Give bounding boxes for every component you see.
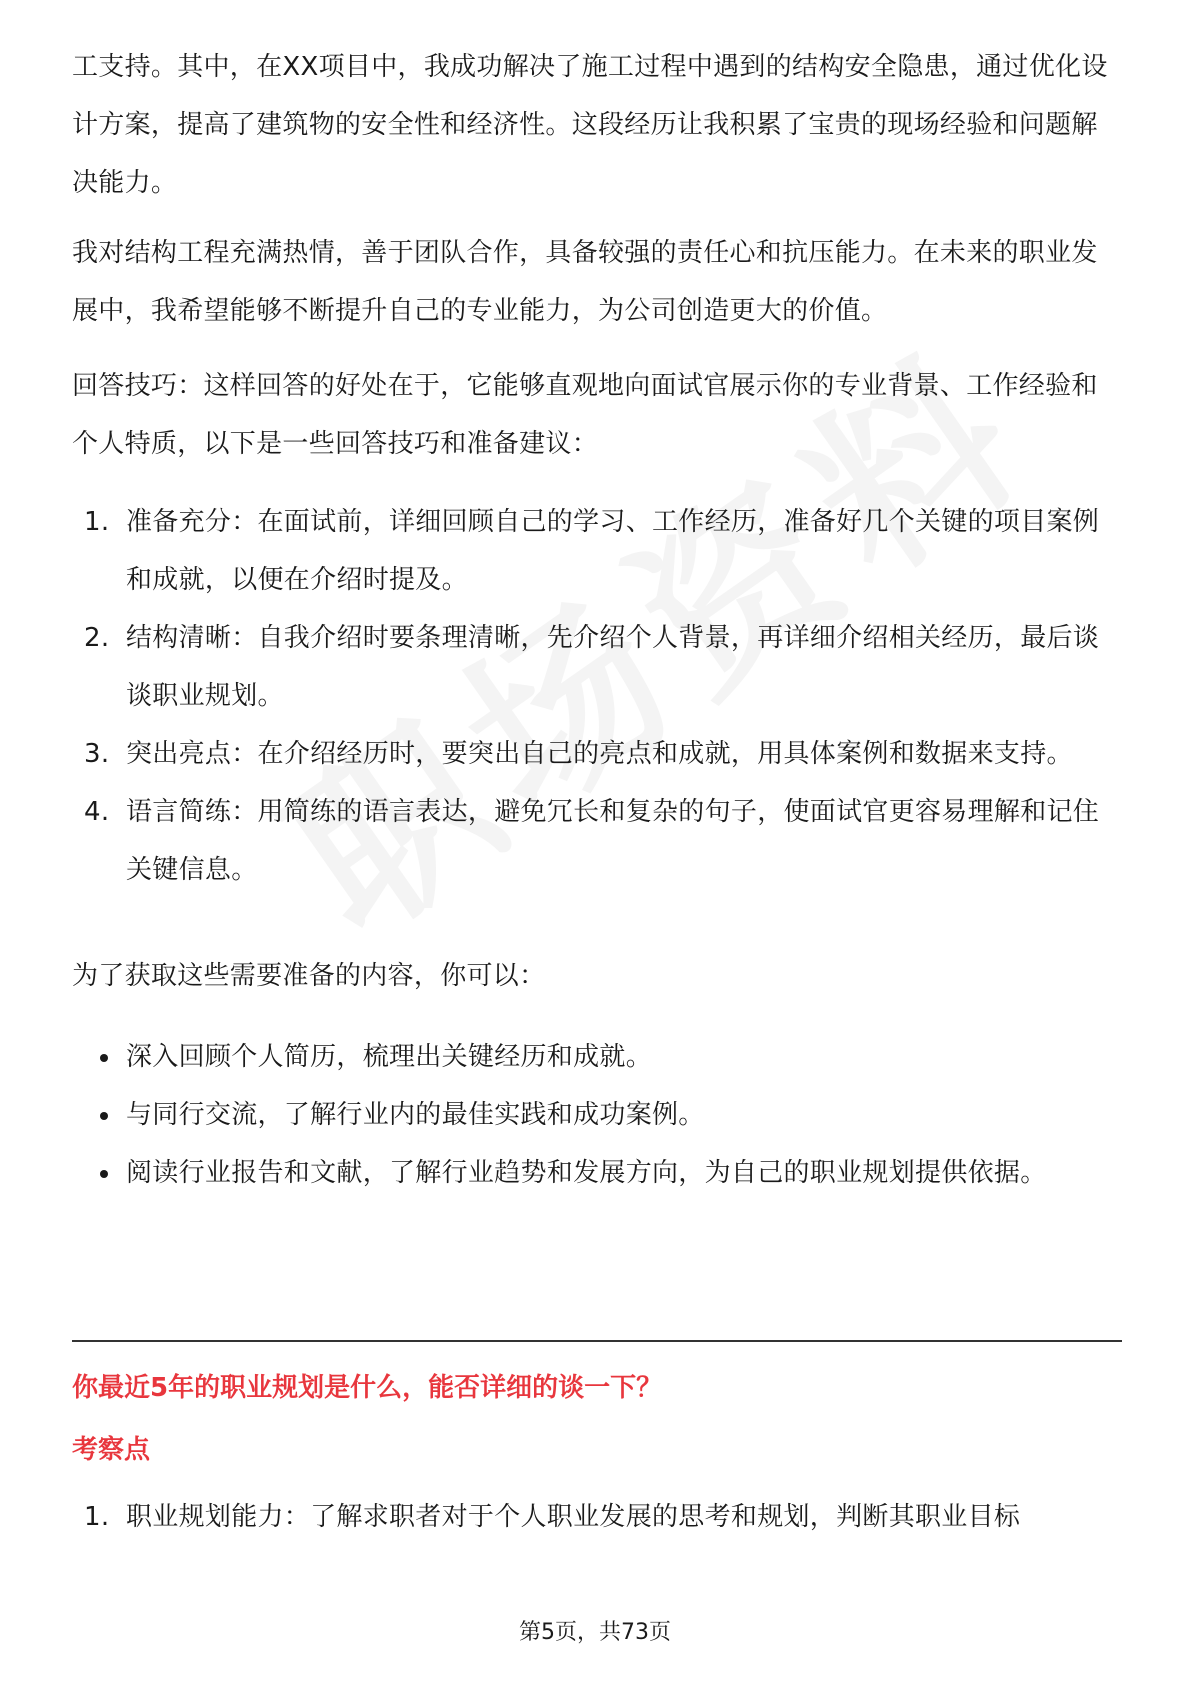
paragraph-answer-tips: 回答技巧：这样回答的好处在于，它能够直观地向面试官展示你的专业背景、工作经验和个人特质，以下是一些回答技巧和准备建议： xyxy=(72,371,1098,459)
bullet-icon xyxy=(100,1112,108,1120)
list-item-text: 阅读行业报告和文献，了解行业趋势和发展方向，为自己的职业规划提供依据。 xyxy=(126,1158,1047,1188)
list-item xyxy=(72,1028,1122,1086)
list-item-text: 语言简练：用简练的语言表达，避免冗长和复杂的句子，使面试官更容易理解和记住关键信息。 xyxy=(126,797,1100,885)
list-item-text: 深入回顾个人简历，梳理出关键经历和成就。 xyxy=(126,1042,653,1072)
list-number: 1. xyxy=(84,507,110,537)
list-item xyxy=(72,1086,1122,1144)
assessment-list xyxy=(72,1488,1122,1546)
prep-intro: 为了获取这些需要准备的内容，你可以： xyxy=(72,961,546,991)
list-item-text: 与同行交流，了解行业内的最佳实践和成功案例。 xyxy=(126,1100,705,1130)
list-item-text: 突出亮点：在介绍经历时，要突出自己的亮点和成就，用具体案例和数据来支持。 xyxy=(126,739,1073,769)
prep-list xyxy=(72,1028,1122,1202)
list-number: 2. xyxy=(84,623,110,653)
list-item xyxy=(72,493,1122,609)
paragraph-passion: 我对结构工程充满热情，善于团队合作，具备较强的责任心和抗压能力。在未来的职业发展中，我希望能够不断提升自己的专业能力，为公司创造更大的价值。 xyxy=(72,238,1098,326)
tips-list xyxy=(72,493,1122,899)
list-number: 3. xyxy=(84,739,110,769)
list-item-text: 准备充分：在面试前，详细回顾自己的学习、工作经历，准备好几个关键的项目案例和成就，以便在介绍时提及。 xyxy=(126,507,1100,595)
paragraph-experience: 工支持。其中，在XX项目中，我成功解决了施工过程中遇到的结构安全隐患，通过优化设计方案，提高了建筑物的安全性和经济性。这段经历让我积累了宝贵的现场经验和问题解决能力。 xyxy=(72,52,1108,198)
list-item xyxy=(72,783,1122,899)
list-number: 4. xyxy=(84,797,110,827)
question-heading: 你最近5年的职业规划是什么，能否详细的谈一下？ xyxy=(72,1373,663,1403)
list-item xyxy=(72,609,1122,725)
assessment-heading: 考察点 xyxy=(72,1435,151,1465)
bullet-icon xyxy=(100,1170,108,1178)
page-number: 第5页，共73页 xyxy=(519,1620,671,1645)
list-item-text: 结构清晰：自我介绍时要条理清晰，先介绍个人背景，再详细介绍相关经历，最后谈谈职业规划。 xyxy=(126,623,1100,711)
bullet-icon xyxy=(100,1054,108,1062)
list-number: 1. xyxy=(84,1502,110,1532)
list-item-text: 职业规划能力：了解求职者对于个人职业发展的思考和规划，判断其职业目标 xyxy=(126,1502,1021,1532)
list-item xyxy=(72,725,1122,783)
section-divider xyxy=(72,1340,1122,1342)
list-item xyxy=(72,1488,1122,1546)
list-item xyxy=(72,1144,1122,1202)
